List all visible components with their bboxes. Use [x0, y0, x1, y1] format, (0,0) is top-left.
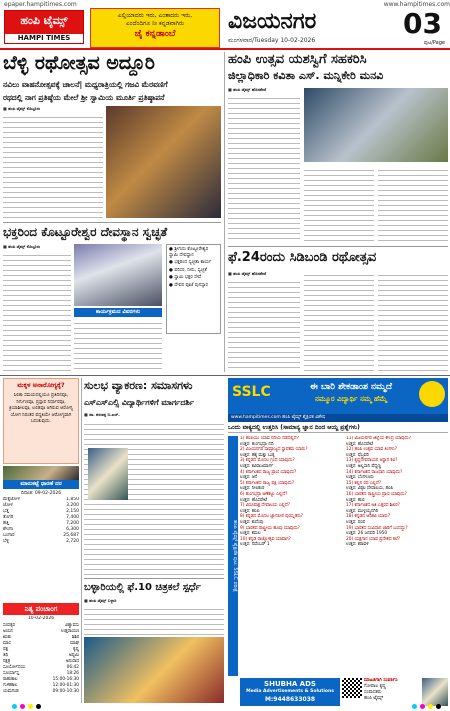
ballari-dateline: ■ ಹಂಪಿ ಟೈಮ್ಸ್ ಬಳ್ಳಾರಿ [84, 598, 117, 603]
hampi-utsav-body-3 [378, 166, 448, 242]
market-item: ಬೆಳ್ಳಿ [3, 539, 9, 544]
market-price: 1,850 [66, 497, 79, 502]
kotturu-bullet: ● ಭಕ್ತರಿಂದ ಸ್ವಚ್ಛತಾ ಕಾರ್ಯ [169, 260, 212, 265]
sslc-questions-left [240, 436, 344, 676]
site-url-right[interactable]: www.hampitimes.com [383, 1, 450, 8]
kotturu-headline[interactable]: ಭಕ್ತರಿಂದ ಕೊಟ್ಟೂರೇಶ್ವರ ದೇವಸ್ಥಾನ ಸ್ವಚ್ಛತೆ [3, 225, 168, 239]
sslc-question: 19) ಭಾರತದ ಸಂವಿಧಾನ ಜಾರಿಗೆ ಬಂದದ್ದು? [346, 525, 408, 531]
kotturu-body [3, 251, 71, 371]
sslc-question: 1) ಹಂಪಿಯು ಯಾವ ನದಿಯ ದಡದಲ್ಲಿದೆ? [240, 436, 299, 441]
rathotsava-headline[interactable]: ಬೆಳ್ಳಿ ರಥೋತ್ಸವ ಅದ್ದೂರಿ [3, 52, 155, 74]
panchanga-row [3, 689, 79, 695]
sslc-answer: ಉತ್ತರ: ಹೊಸಪೇಟೆ [240, 497, 268, 503]
sslc-banner [228, 378, 448, 414]
panchanga-date: 10-02-2026 [27, 616, 55, 621]
yellow-mark-icon [428, 704, 433, 709]
market-price: 3,200 [66, 503, 79, 508]
feb24-body-2 [304, 271, 374, 372]
author-photo [88, 448, 128, 500]
sslc-answer: ಉತ್ತರ: ವಿಠ್ಠಲ ದೇವಾಲಯ, ಹಂಪಿ [346, 486, 394, 492]
market-row [3, 539, 79, 545]
panchanga-title: ನಿತ್ಯ ಪಂಚಾಂಗ [3, 603, 79, 615]
kotturu-bullets-box [166, 244, 221, 334]
kotturu-caption: ಕಾರ್ಯಕ್ರಮದ ವಿವರಗಳು [74, 308, 162, 317]
market-date: ದಿನಾಂಕ: 09-02-2026 [20, 491, 62, 496]
sslc-answer: ಉತ್ತರ: ಕುವೆಂಪು [240, 519, 264, 525]
sslc-answer: ಉತ್ತರ: ಕಮಲ [240, 531, 261, 537]
panchanga-key: ಸೂರ್ಯೋದಯ [3, 665, 26, 670]
panchanga-key: ಗುಳಿಕಕಾಲ [3, 683, 18, 688]
sslc-question: 3) ಕನ್ನಡದ ಮೊದಲ ಗ್ರಂಥ ಯಾವುದು? [240, 458, 295, 464]
sslc-question: 8) ಕನ್ನಡದ ಮೊದಲ ಜ್ಞಾನಪೀಠ ಪುರಸ್ಕೃತರು? [240, 514, 304, 520]
sslc-answer: ಉತ್ತರ: ನವೆಂಬರ್ 1 [240, 542, 270, 548]
market-item: ಭತ್ತ [3, 509, 9, 514]
market-price: 6,300 [66, 527, 79, 532]
market-price: 25,687 [63, 533, 79, 538]
divider [84, 578, 224, 579]
market-table [3, 497, 79, 601]
sslc-question: 9) ಭಾರತದ ರಾಷ್ಟ್ರೀಯ ಹೂವು ಯಾವುದು? [240, 525, 300, 531]
cyan-mark-icon [412, 704, 417, 709]
market-price: 2,150 [66, 509, 79, 514]
sslc-question: 5) ಕರ್ನಾಟಕದ ರಾಜ್ಯ ಪಕ್ಷಿ ಯಾವುದು? [240, 480, 295, 486]
page-number: 03 [403, 10, 442, 40]
ballari-photo [84, 637, 224, 703]
black-mark-icon [36, 704, 41, 709]
panchanga-table [3, 623, 79, 703]
market-item: ಜೋಳ [3, 503, 13, 508]
kotturu-dateline: ■ ಹಂಪಿ ಟೈಮ್ಸ್ ಕೊಟ್ಟೂರು [3, 244, 41, 249]
sslc-logo: SSLC [232, 384, 271, 400]
quote-body: ಸಿಲಿಕಾ ಸಮಯದಲ್ಲಿಯೂ ಪ್ರತಿದಿನವೂ, ನಿರ್ಗುಣವೂ, ಪ್ರಸ್ತಾಪ ನಿರ್ಧಾರವೂ, ಕ್ರಿಯಾಶೀಲವೂ, ಲಲಿತವೂ ಆಗಿರುವ ಆರೋಗ್ಯ ಯೋಗ ನಿರಂತರ ಪದ್ಧತಿಯೇ ಆರೋಗ್ಯವಾಗಿ ಬದುಕುವುದು. [9, 393, 73, 424]
ballari-headline[interactable]: ಬಳ್ಳಾರಿಯಲ್ಲಿ ಫೆ.10 ಚಿತ್ರಕಲೆ ಸ್ಪರ್ಧೆ [84, 582, 201, 593]
brand-logo [4, 10, 84, 44]
sslc-question: 16) ಭಾರತದ ರಾಷ್ಟ್ರೀಯ ಪ್ರಾಣಿ ಯಾವುದು? [346, 491, 407, 497]
column-divider [224, 52, 225, 372]
masthead-title: ವಿಜಯನಗರ [228, 8, 317, 34]
sslc-question: 4) ಕರ್ನಾಟಕದ ರಾಜ್ಯ ಪ್ರಾಣಿ ಯಾವುದು? [240, 469, 297, 475]
quote-title: ಮಕ್ಕಳ ಅನಾರೋಗ್ಯಕ್ಕೆ? [17, 381, 65, 389]
sslc-answer: ಉತ್ತರ: ಪಂಪ [346, 519, 366, 525]
contact-photo [422, 678, 448, 706]
header-rule [0, 48, 450, 50]
divider [3, 222, 221, 223]
panchanga-value: ಕೃಷ್ಣ [73, 647, 79, 652]
section-rule [0, 375, 450, 376]
panchanga-value: ವಿಶ್ವಾವಸು [65, 623, 79, 628]
sslc-question: 13) ಕೃಷ್ಣದೇವರಾಯನ ಆಸ್ಥಾನ ಕವಿ? [346, 458, 398, 464]
rathotsava-subhead: ನವಿಲು ವಾಹನೋತ್ಸವಕ್ಕೆ ಚಾಲನೆ| ಮಧ್ಯರಾತ್ರಿಯಲ್ಲಿ ಗಜವಿ ಮೆರವಣಿಗೆ [3, 80, 168, 89]
sslc-question: 18) ಕನ್ನಡದ ಆದಿಕವಿ ಯಾರು? [346, 514, 391, 520]
panchanga-key: ಪಕ್ಷ [3, 647, 9, 652]
sulabha-author: ■ ಡಾ. ಶರಣಪ್ಪ ಬಿ.ಎಚ್. [84, 412, 120, 417]
panchanga-key: ರಾಹುಕಾಲ [3, 677, 18, 682]
kotturu-bullet: ● ಶ್ರೀಗುರು ಕೊಟ್ಟೂರೇಶ್ವರ ಸ್ವಾಮಿ ದೇವಸ್ಥಾನ [169, 247, 209, 258]
shubha-ad[interactable] [240, 678, 340, 706]
sslc-side-label: ಹಂಪಿ ಟೈಮ್ಸ್ ಶೈಕ್ಷಣಿಕ ಪುಟ: SSLC ಪರೀಕ್ಷೆ [228, 436, 238, 676]
sslc-answer: ಉತ್ತರ: ಕವಿರಾಜಮಾರ್ಗ [240, 463, 274, 469]
hampi-utsav-headline[interactable]: ಹಂಪಿ ಉತ್ಸವ ಯಶಸ್ವಿಗೆ ಸಹಕರಿಸಿ [228, 52, 367, 67]
yellow-mark-icon [28, 704, 33, 709]
brand-name-en: HAMPI TIMES [17, 34, 71, 42]
hampi-utsav-body-2 [304, 166, 374, 242]
divider [228, 246, 448, 247]
market-price: 7,400 [66, 515, 79, 520]
rathotsava-photo [106, 106, 221, 218]
tagline-2: ಎಂದೆಂದಿಗೂ ನೀ ಕನ್ನಡವಾಗಿರು [125, 20, 185, 27]
sslc-ticker: www.hampitimes.com ಹಂಪಿ ಟೈಮ್ಸ್ ಶೈಕ್ಷಣಿಕ ವಿಶೇಷ [228, 414, 448, 422]
sslc-question: 7) ವಿರೂಪಾಕ್ಷ ದೇವಾಲಯ ಎಲ್ಲಿದೆ? [240, 503, 290, 509]
contact-title: ಮಾಹಿತಿಗಾಗಿ ಸಂಪರ್ಕಿಸಿ [364, 678, 398, 683]
site-url-left[interactable]: epaper.hampitimes.com [4, 1, 77, 8]
panchanga-value: 18:26 [66, 671, 79, 676]
tagline-1: ಎಲ್ಲಿಯಾದರು ಇರು, ಎಂತಾದರು ಇರು, [117, 12, 193, 19]
tagline-3: ಜೈ ಕನ್ನಡಾಂಬೆ [134, 29, 176, 39]
sslc-question: 15) ಕಲ್ಲಿನ ರಥ ಎಲ್ಲಿದೆ? [346, 480, 382, 486]
panchanga-value: ಉತ್ತರಾಯಣ [60, 629, 79, 634]
sslc-question: 2) ವಿಜಯನಗರ ಸಾಮ್ರಾಜ್ಯದ ಸ್ಥಾಪಕರು ಯಾರು? [240, 447, 308, 453]
contact-line: ಹಂಪಿ ಟೈಮ್ಸ್ [364, 696, 384, 701]
sslc-answer: ಉತ್ತರ: ತುಂಗಭದ್ರಾ ನದಿ [240, 441, 274, 447]
contact-line: ಸಂಪಾದಕರು [364, 690, 382, 695]
panchanga-value: ಶಿಶಿರ [72, 635, 79, 640]
feb24-body [228, 278, 300, 372]
sslc-subtitle: ನಮ್ಮೂರ ವಿದ್ಯಾರ್ಥಿ ನಮ್ಮ ಹೆಮ್ಮೆ [314, 395, 388, 403]
sslc-answer: ಉತ್ತರ: ಅಲ್ಲಸಾನಿ ಪೆದ್ದಣ್ಣ [346, 463, 382, 469]
magenta-mark-icon [20, 704, 25, 709]
sslc-question: 6) ತುಂಗಭದ್ರಾ ಅಣೆಕಟ್ಟು ಎಲ್ಲಿದೆ? [240, 491, 288, 497]
sslc-answer: ಉತ್ತರ: ಆನೆ [240, 475, 258, 481]
panchanga-key: ಸಂವತ್ಸರ [3, 623, 15, 628]
market-item: ಹತ್ತಿ [3, 521, 9, 526]
feb24-dateline: ■ ಹಂಪಿ ಟೈಮ್ಸ್ ಹೊಸಪೇಟೆ [228, 271, 267, 276]
panchanga-key: ಯಮಗಂಡ [3, 689, 19, 694]
panchanga-value: 15:00-16:30 [52, 677, 79, 682]
shubha-sub: Media Advertisements & Solutions [246, 689, 334, 694]
feb24-headline[interactable]: ಫೆ.24ರಂದು ಸಿಡಿಬಂಡಿ ರಥೋತ್ಸವ [228, 250, 377, 265]
kotturu-photo [74, 244, 162, 306]
market-title: ಮಾರುಕಟ್ಟೆ ಧಾರಣೆ ದರ [3, 480, 79, 489]
feb24-body-3 [378, 271, 448, 372]
hampi-utsav-dateline: ■ ಹಂಪಿ ಟೈಮ್ಸ್ ಹೊಸಪೇಟೆ [228, 87, 267, 92]
sslc-answer: ಉತ್ತರ: ಬೆಂಗಳೂರು [346, 475, 374, 481]
panchanga-value: ಮಾಘ [70, 641, 79, 646]
sslc-answer: ಉತ್ತರ: ಹುಲಿ [346, 497, 365, 503]
panchanga-key: ಋತು [3, 635, 12, 640]
contact-line: ಗೋಪಾಲ ಕೃಷ್ಣ [364, 684, 386, 689]
market-item: ಶೇಂಗಾ [3, 527, 13, 532]
sulabha-headline[interactable]: ಸುಲಭ ವ್ಯಾಕರಣ: ಸಮಾಸಗಳು [84, 379, 193, 392]
rathotsava-body [3, 113, 103, 221]
sulabha-subhead: ಎಸ್ಎಸ್ಎಲ್ಸಿ ವಿದ್ಯಾರ್ಥಿಗಳಿಗೆ ಮಾರ್ಗದರ್ಶಿ [84, 398, 195, 407]
panchanga-key: ಅಯನ [3, 629, 13, 634]
panchanga-value: ಅನುರಾಧ [65, 659, 79, 664]
qr-code-icon[interactable] [342, 678, 362, 698]
sslc-section-title: ಒಂದು ವಾಕ್ಯದಲ್ಲಿ ಉತ್ತರಿಸಿ (ಸಾಮಾನ್ಯ ಜ್ಞಾನ ದಿಂದ ಆಯ್ದ ಪ್ರಶ್ನೆಗಳು) [228, 423, 448, 433]
rathotsava-subhead2: ರಥದಲ್ಲಿ ನಾಗ ಪ್ರತಿಷ್ಠೆಯ ಮೇಲೆ ಶ್ರೀ ಸ್ವಾಮಿಯ ಮೂರ್ತಿ ಪ್ರತಿಷ್ಠಾಪನೆ [3, 93, 165, 102]
column-divider [81, 378, 82, 703]
sslc-question: 11) ವಿಜಯನಗರ ಜಿಲ್ಲೆಯ ಕೇಂದ್ರ ಯಾವುದು? [346, 436, 412, 441]
market-item: ಬಂಗಾರ [3, 533, 15, 538]
sslc-question: 10) ಕನ್ನಡ ರಾಜ್ಯೋತ್ಸವ ಯಾವಾಗ? [240, 536, 291, 542]
quote-box [3, 378, 79, 464]
sslc-answer: ಉತ್ತರ: ಹಕ್ಕ ಮತ್ತು ಬುಕ್ಕ [240, 452, 275, 458]
sslc-answer: ಉತ್ತರ: ಹೊಸಪೇಟೆ [346, 441, 374, 447]
sslc-answer: ಉತ್ತರ: 26 ಜನವರಿ 1950 [346, 531, 388, 537]
shubha-phone: M:9448633038 [264, 696, 316, 703]
market-photo [3, 466, 79, 480]
sslc-question: 14) ಕರ್ನಾಟಕದ ರಾಜಧಾನಿ ಯಾವುದು? [346, 469, 403, 475]
hampi-utsav-photo [304, 88, 448, 162]
sslc-answer: ಉತ್ತರ: ಮುಳ್ಳಯ್ಯನಗಿರಿ [346, 508, 378, 514]
sslc-emblem-icon [419, 381, 445, 407]
tagline-box [90, 8, 220, 48]
ballari-body [84, 605, 224, 635]
sslc-question: 12) ಹಂಪಿ ಉತ್ಸವ ಯಾವ ತಿಂಗಳು? [346, 447, 398, 453]
panchanga-value: 06:42 [66, 665, 79, 670]
sslc-answer: ಉತ್ತರ: ನೀಲಕಂಠ [240, 486, 265, 492]
page-label: ಪುಟ/Page [423, 40, 445, 46]
market-price: 2,720 [66, 539, 79, 544]
hampi-utsav-subhead: ಜಿಲ್ಲಾಧಿಕಾರಿ ಕವಿತಾ ಎಸ್. ಮನ್ನಿಕೇರಿ ಮನವಿ [228, 69, 384, 82]
market-price: 7,200 [66, 521, 79, 526]
panchanga-value: 12:00-01:30 [52, 683, 79, 688]
kotturu-bullet: ● ಸ್ವಾಮಿ ಭಕ್ತರ ಸೇವೆ [169, 275, 202, 280]
contact-box [364, 678, 420, 706]
kotturu-bullet: ● ಪರಿಸರ, ನೀರು, ಸ್ವಚ್ಛತೆ [169, 267, 207, 273]
sslc-answer: ಉತ್ತರ: ಹಂಪಿ [240, 508, 260, 514]
sslc-answer: ಉತ್ತರ: ಫೆಬ್ರವರಿ [346, 452, 369, 458]
sslc-questions-right [346, 436, 448, 676]
magenta-mark-icon [420, 704, 425, 709]
panchanga-key: ಸೂರ್ಯಾಸ್ತ [3, 671, 20, 676]
rathotsava-dateline: ■ ಹಂಪಿ ಟೈಮ್ಸ್ ಕೊಟ್ಟೂರು [3, 106, 41, 111]
sslc-question: 20) ಯಕ್ಷಗಾನ ಯಾವ ಪ್ರದೇಶದ ಕಲೆ? [346, 536, 401, 542]
sslc-question: 17) ಕರ್ನಾಟಕದ ಅತಿ ಎತ್ತರದ ಶಿಖರ? [346, 503, 400, 509]
kotturu-bullet: ● ದೇವರ ಪೂಜೆ ಪುನಸ್ಕಾರ [169, 282, 208, 288]
market-item: ತೊಗರಿ [3, 515, 14, 520]
masthead-date: ಮಂಗಳವಾರ/Tuesday 10-02-2026 [228, 37, 316, 44]
cyan-mark-icon [12, 704, 17, 709]
panchanga-value: ಅಷ್ಟಮಿ [68, 653, 79, 658]
panchanga-key: ನಕ್ಷತ್ರ [3, 659, 11, 664]
hampi-utsav-body [228, 94, 300, 242]
sslc-answer: ಉತ್ತರ: ಕರಾವಳಿ [346, 542, 369, 548]
kotturu-body-2 [74, 319, 162, 371]
black-mark-icon [436, 704, 441, 709]
market-item: ಮೆಕ್ಕೆಜೋಳ [3, 497, 20, 502]
brand-name-kn: ಹಂಪಿ ಟೈಮ್ಸ್ [5, 11, 83, 34]
panchanga-key: ಮಾಸ [3, 641, 11, 646]
panchanga-value: 09:00-10:30 [52, 689, 79, 694]
sslc-title: ಈ ಬಾರಿ ಶೇಕಡಾಂಶ ನಮ್ಮದೆ [309, 382, 392, 392]
panchanga-key: ತಿಥಿ [3, 653, 9, 658]
shubha-title: SHUBHA ADS [264, 680, 316, 688]
